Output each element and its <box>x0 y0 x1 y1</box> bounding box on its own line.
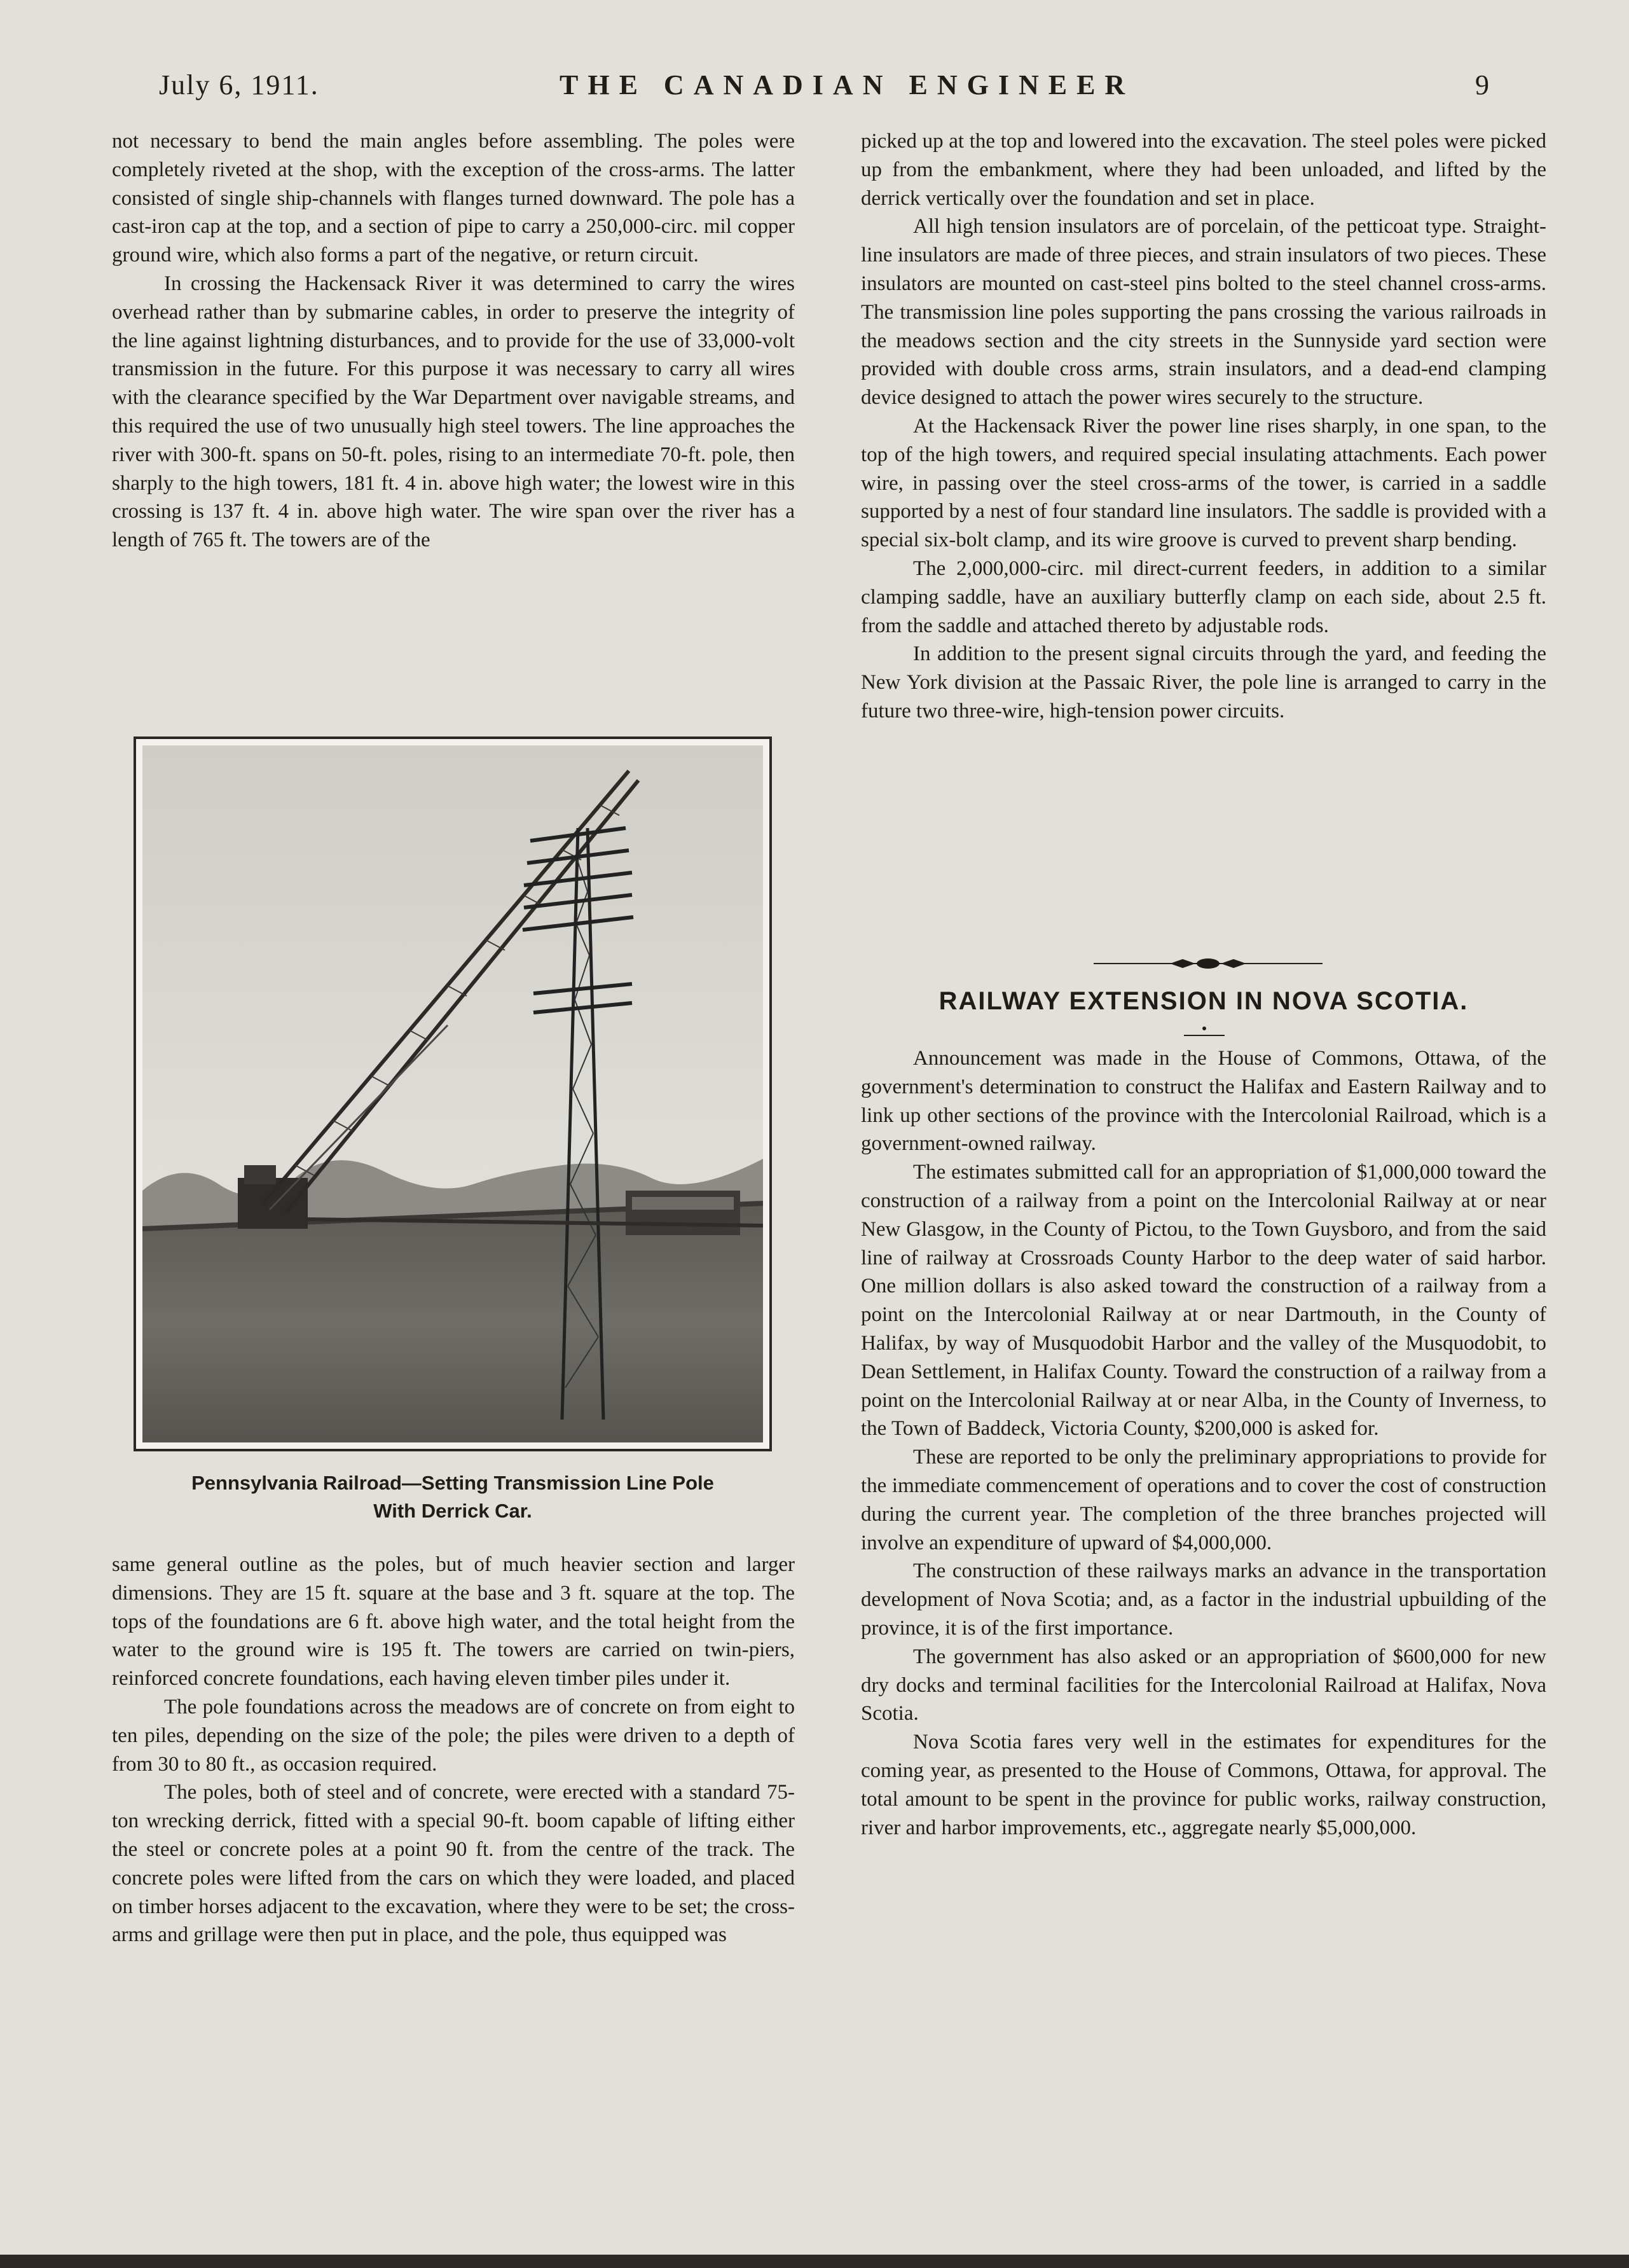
paragraph: Nova Scotia fares very well in the estimates for expenditures for the coming year, as presented to the House of Commons, Ottawa, for approval. The total amount to be spent in the province for public works, railway construction, river and harbor improvements, etc., aggregate nearly $5,000,000. <box>861 1731 1546 1839</box>
running-header <box>0 69 1629 107</box>
paragraph: picked up at the top and lowered into the excavation. The steel poles were picked up from the embankment, where they had been unloaded, and lifted by the derrick vertically over the foundation and set in place. <box>861 130 1546 210</box>
section-divider-ornament <box>1094 954 1323 973</box>
paragraph: In addition to the present signal circuits through the yard, and feeding the New York division at the Passaic River, the pole line is arranged to carry in the future two three-wire, high-tension power circuits. <box>861 642 1546 723</box>
left-column-top <box>112 127 795 555</box>
article-title: RAILWAY EXTENSION IN NOVA SCOTIA. <box>938 987 1469 1015</box>
caption-line: Pennsylvania Railroad—Setting Transmission Line Pole <box>191 1472 714 1494</box>
caption-line: With Derrick Car. <box>373 1500 532 1522</box>
right-column-top <box>861 127 1546 726</box>
paragraph: same general outline as the poles, but of much heavier section and larger dimensions. They are 15 ft. square at the base and 3 ft. square at the top. The tops of the foundations are 6 ft. above high water, and the total height from the water to the ground wire is 195 ft. The towers are carried on twin-piers, reinforced concrete foundations, each having eleven timber piles under it. <box>112 1553 795 1691</box>
paragraph: Announcement was made in the House of Commons, Ottawa, of the government's determination to construct the Halifax and Eastern Railway and to link up other sections of the province with the Intercolonial Railroad, which is a government-owned railway. <box>861 1047 1546 1156</box>
paragraph: These are reported to be only the preliminary appropriations to provide for the immediate commencement of operations and to cover the cost of construction during the current year. The completion of the three branches projected will involve an expenditure of upward of $4,000,000. <box>861 1446 1546 1554</box>
photograph-derrick-car <box>134 736 772 1451</box>
title-rule-ornament <box>1184 1025 1225 1038</box>
paragraph: The estimates submitted call for an appropriation of $1,000,000 toward the construction of a railway from a point on the Intercolonial Railway at or near New Glasgow, in the County of Pictou, to the Town Guysboro, and from the said line of railway at Crossroads County Harbor to the deep water of said harbor. One million dollars is also asked toward the construction of a railway from a point on the Intercolonial Railway at or near Dartmouth, in the County of Halifax, by way of Musquodobit Harbor and the valley of the Musquodobit, to Dean Settlement, in Halifax County. Toward the construction of a railway from a point on the Intercolonial Railway at or near Alba, in the County of Inverness, to the Town of Baddeck, Victoria County, $200,000 is asked for. <box>861 1161 1546 1441</box>
paragraph: All high tension insulators are of porcelain, of the petticoat type. Straight-line insulators are made of three pieces, and strain insulators of two pieces. These insulators are mounted on cast-steel pins bolted to the steel channel cross-arms. The transmission line poles supporting the pans crossing the various railroads in the meadows section and the city streets in the Sunnyside yard section were provided with double cross arms, strain insulators, and a dead-end clamping device designed to attach the power wires securely to the structure. <box>861 215 1546 410</box>
page-number: 9 <box>1475 69 1489 100</box>
issue-date: July 6, 1911. <box>159 69 319 100</box>
photo-illustration <box>142 745 763 1442</box>
paragraph: The government has also asked or an appropriation of $600,000 for new dry docks and terminal facilities for the Intercolonial Railroad at Halifax, Nova Scotia. <box>861 1645 1546 1725</box>
paragraph: In crossing the Hackensack River it was determined to carry the wires overhead rather than by submarine cables, in order to preserve the integrity of the line against lightning disturbances, and to provide for the use of 33,000-volt transmission in the future. For this purpose it was necessary to carry all wires with the clearance specified by the War Department over navigable streams, and this required the use of two unusually high steel towers. The line approaches the river with 300-ft. spans on 50-ft. poles, rising to an intermediate 70-ft. pole, then sharply to the high towers, 181 ft. 4 in. above high water; the lowest wire in this crossing is 137 ft. 4 in. above high water. The wire span over the river has a length of 765 ft. The towers are of the <box>112 272 795 552</box>
page-bottom-edge <box>0 2255 1629 2268</box>
paragraph: The pole foundations across the meadows are of concrete on from eight to ten piles, depending on the size of the pole; the piles were driven to a depth of from 30 to 80 ft., as occasion required. <box>112 1695 795 1776</box>
figure-caption <box>134 1469 772 1525</box>
right-column-article <box>861 1044 1546 1842</box>
journal-title: THE CANADIAN ENGINEER <box>560 69 1135 100</box>
left-column-bottom <box>112 1551 795 1949</box>
paragraph: The poles, both of steel and of concrete, were erected with a standard 75-ton wrecking derrick, fitted with a special 90-ft. boom capable of lifting either the steel or concrete poles at a point 90 ft. from the centre of the track. The concrete poles were lifted from the cars on which they were loaded, and placed on timber horses adjacent to the excavation, where they were to be set; the cross-arms and grillage were then put in place, and the pole, thus equipped was <box>112 1781 795 1947</box>
paragraph: The construction of these railways marks an advance in the transportation development of Nova Scotia; and, as a factor in the industrial upbuilding of the province, it is of the first importance. <box>861 1559 1546 1640</box>
paragraph: not necessary to bend the main angles before assembling. The poles were completely riveted at the shop, with the exception of the cross-arms. The latter consisted of single ship-channels with flanges turned downward. The pole has a cast-iron cap at the top, and a section of pipe to carry a 250,000-circ. mil copper ground wire, which also forms a part of the negative, or return circuit. <box>112 130 795 267</box>
paragraph: The 2,000,000-circ. mil direct-current feeders, in addition to a similar clamping saddle, have an auxiliary butterfly clamp on each side, about 2.5 ft. from the saddle and attached thereto by adjustable rods. <box>861 557 1546 637</box>
paragraph: At the Hackensack River the power line rises sharply, in one span, to the top of the high towers, and required special insulating attachments. Each power wire, in passing over the steel cross-arms of the tower, is carried in a saddle supported by a nest of four standard line insulators. The saddle is provided with a special six-bolt clamp, and its wire groove is curved to prevent sharp bending. <box>861 414 1546 552</box>
